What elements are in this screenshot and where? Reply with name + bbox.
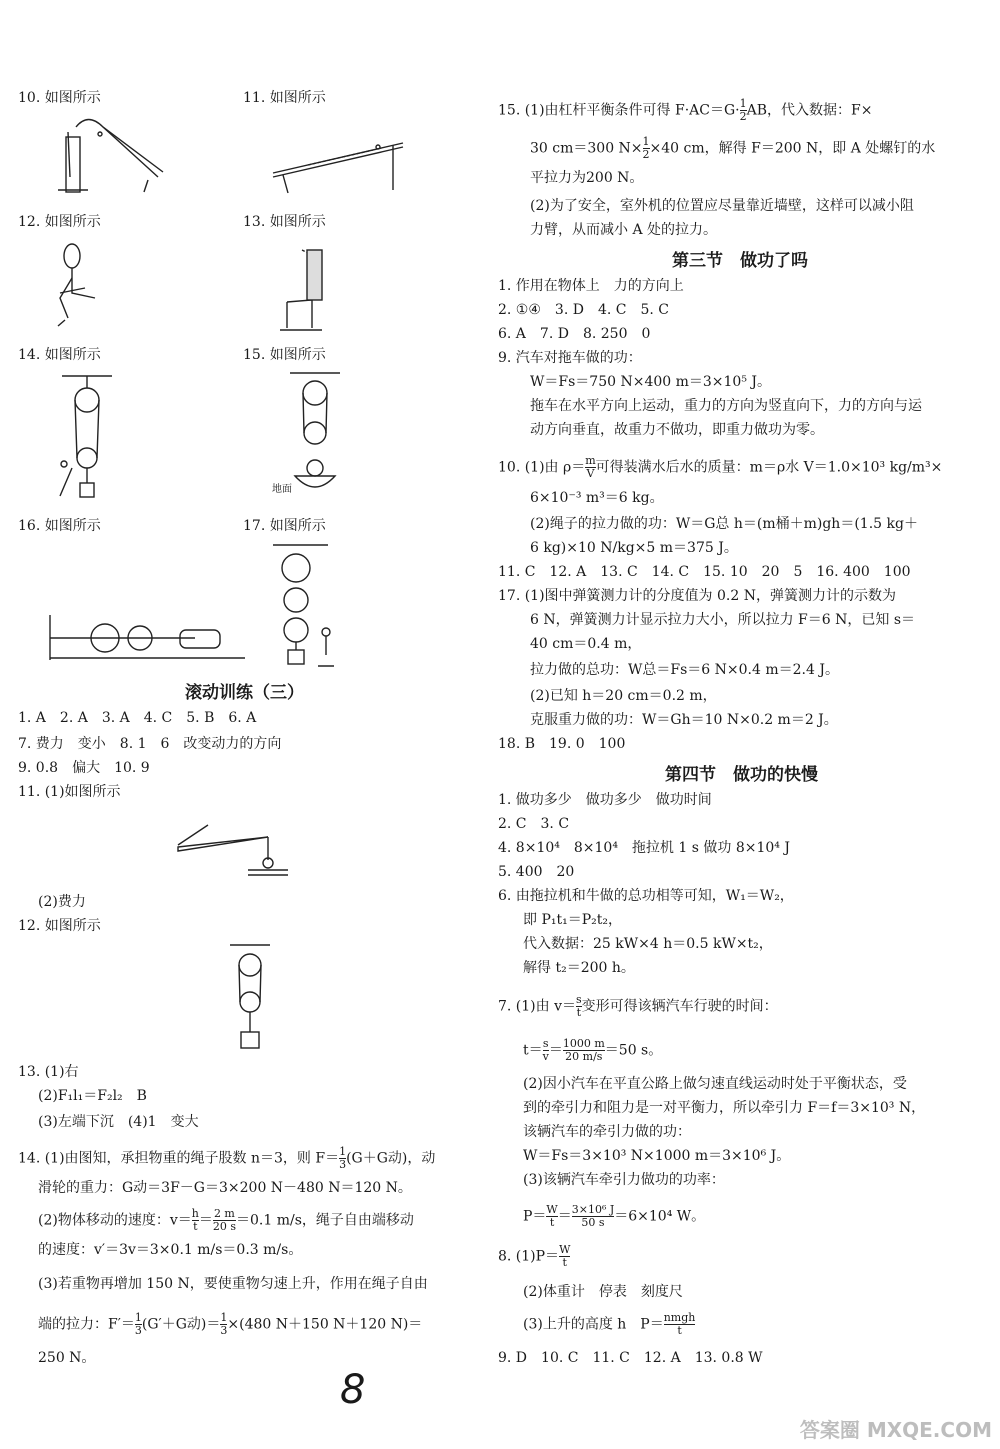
- review-line-14b: 滑轮的重力：G动＝3F－G＝3×200 N－480 N＝120 N。: [38, 1180, 412, 1196]
- q15-line-5: 力臂，从而减小 A 处的拉力。: [530, 222, 718, 238]
- figure-review-12: [225, 940, 275, 1055]
- s3-line-15: 40 cm＝0.4 m，: [530, 636, 642, 652]
- s4-line-7: 代入数据：25 kW×4 h＝0.5 kW×t₂，: [523, 936, 773, 952]
- s4-line-15: (3)该辆汽车牵引力做功的功率：: [523, 1172, 725, 1188]
- s3-line-8: 10. (1)由 ρ＝ $\frac{m}{V}$ 可得装满水后水的质量：m＝ρ水 V＝1.0×10³ kg/m³×: [498, 454, 943, 480]
- s3-line-16: 拉力做的总功：W总＝Fs＝6 N×0.4 m＝2.4 J。: [530, 662, 839, 678]
- s4-line-3: 4. 8×10⁴ 8×10⁴ 拖拉机 1 s 做功 8×10⁴ J: [498, 840, 790, 856]
- s4-line-5: 6. 由拖拉机和牛做的总功相等可知，W₁＝W₂，: [498, 888, 794, 904]
- s3-line-11: 6 kg)×10 N/kg×5 m＝375 J。: [530, 540, 738, 556]
- handwritten-page-number: 8: [340, 1367, 366, 1413]
- review-line-14d: 的速度：v′＝3v＝3×0.1 m/s＝0.3 m/s。: [38, 1242, 303, 1258]
- fig-label-11: 11. 如图所示: [243, 90, 326, 106]
- review-line-4: 11. (1)如图所示: [18, 784, 121, 800]
- figure-10-lever: [48, 112, 168, 197]
- s4-line-9: 7. (1)由 v＝ $\frac{s}{t}$ 变形可得该辆汽车行驶的时间：: [498, 993, 778, 1019]
- s3-line-18: 克服重力做的功：W＝Gh＝10 N×0.2 m＝2 J。: [530, 712, 838, 728]
- review-line-3: 9. 0.8 偏大 10. 9: [18, 760, 150, 776]
- review-line-14g: 250 N。: [38, 1350, 96, 1366]
- s4-line-6: 即 P₁t₁＝P₂t₂，: [523, 912, 622, 928]
- s3-line-7: 动方向垂直，故重力不做功，即重力做功为零。: [530, 422, 824, 438]
- figure-11-lever: [268, 125, 408, 195]
- ground-label: 地面: [272, 484, 292, 495]
- figure-13-chair: [272, 240, 342, 335]
- s4-line-18: (2)体重计 停表 刻度尺: [523, 1284, 683, 1300]
- review-line-8: (2)F₁l₁＝F₂l₂ B: [38, 1088, 147, 1104]
- review-line-2: 7. 费力 变小 8. 1 6 改变动力的方向: [18, 736, 282, 752]
- review-title: 滚动训练（三）: [185, 683, 304, 703]
- fig-label-12: 12. 如图所示: [18, 214, 101, 230]
- review-line-14a: 14. (1)由图知，承担物重的绳子股数 n＝3，则 F＝ $\frac{1}{3}$ (G＋G动)，动: [18, 1145, 436, 1171]
- s3-line-5: W＝Fs＝750 N×400 m＝3×10⁵ J。: [530, 374, 772, 390]
- s4-line-19: (3)上升的高度 h P＝ $\frac{\text{nmgh}}{t}$: [523, 1311, 696, 1337]
- review-line-14e: (3)若重物再增加 150 N，要使重物匀速上升，作用在绳子自由: [38, 1276, 428, 1292]
- q15-line-3: 平拉力为200 N。: [530, 170, 644, 186]
- s3-line-10: (2)绳子的拉力做的功：W＝G总 h＝(m桶＋m)gh＝(1.5 kg＋: [530, 516, 918, 532]
- s4-line-16: P＝ $\frac{W}{t}$ ＝ $\frac{\text{3×10⁶ J}}{50 s}$ ＝6×10⁴ W。: [523, 1203, 706, 1229]
- fig-label-16: 16. 如图所示: [18, 518, 101, 534]
- s4-line-17: 8. (1)P＝ $\frac{W}{t}$: [498, 1243, 571, 1269]
- watermark: 答案圈 MXQE.COM: [799, 1418, 992, 1442]
- fig-label-14: 14. 如图所示: [18, 347, 101, 363]
- figure-review-11: [168, 805, 298, 885]
- s3-line-17: (2)已知 h＝20 cm＝0.2 m，: [530, 688, 717, 704]
- s3-line-14: 6 N，弹簧测力计显示拉力大小，所以拉力 F＝6 N，已知 s＝: [530, 612, 916, 628]
- review-line-1: 1. A 2. A 3. A 4. C 5. B 6. A: [18, 710, 257, 726]
- s3-line-12: 11. C 12. A 13. C 14. C 15. 10 20 5 16. 400 100: [498, 564, 911, 580]
- s3-line-1: 1. 作用在物体上 力的方向上: [498, 278, 684, 294]
- s4-line-14: W＝Fs＝3×10³ N×1000 m＝3×10⁶ J。: [523, 1148, 791, 1164]
- fig-label-13: 13. 如图所示: [243, 214, 326, 230]
- s4-line-10: t＝ $\frac{s}{v}$ ＝ $\frac{1000 m}{20 m/s}$ ＝50 s。: [523, 1037, 663, 1063]
- q15-line-2: 30 cm＝300 N× $\frac{1}{2}$ ×40 cm，解得 F＝200 N，即 A 处螺钉的水: [530, 135, 936, 161]
- s4-line-20: 9. D 10. C 11. C 12. A 13. 0.8 W: [498, 1350, 763, 1366]
- s3-line-19: 18. B 19. 0 100: [498, 736, 626, 752]
- s3-line-3: 6. A 7. D 8. 250 0: [498, 326, 651, 342]
- q15-line-1: 15. (1)由杠杆平衡条件可得 F·AC＝G· $\frac{1}{2}$ AB，代入数据：F×: [498, 97, 873, 123]
- s4-line-8: 解得 t₂＝200 h。: [523, 960, 635, 976]
- figure-17-pulley: [268, 540, 348, 670]
- s4-line-4: 5. 400 20: [498, 864, 575, 880]
- fig-label-10: 10. 如图所示: [18, 90, 101, 106]
- s3-line-2: 2. ①④ 3. D 4. C 5. C: [498, 302, 669, 318]
- s4-line-2: 2. C 3. C: [498, 816, 570, 832]
- s3-line-9: 6×10⁻³ m³＝6 kg。: [530, 490, 664, 506]
- s4-line-11: (2)因小汽车在平直公路上做匀速直线运动时处于平衡状态，受: [523, 1076, 907, 1092]
- figure-14-pulley: [52, 368, 122, 503]
- review-line-14c: (2)物体移动的速度：v＝ $\frac{h}{t}$ ＝ $\frac{2 m}{20 s}$ ＝0.1 m/s，绳子自由端移动: [38, 1207, 414, 1233]
- s3-line-6: 拖车在水平方向上运动，重力的方向为竖直向下，力的方向与运: [530, 398, 922, 414]
- figure-12-person-lever: [50, 238, 110, 328]
- review-line-14f: 端的拉力：F′＝ $\frac{1}{3}$ (G′＋G动)＝ $\frac{1}{3}$ ×(480 N＋150 N＋120 N)＝: [38, 1311, 423, 1337]
- review-line-5: (2)费力: [38, 894, 86, 910]
- figure-15-pulley: [275, 368, 350, 498]
- figure-16-car-pulley: [45, 610, 250, 665]
- q15-line-4: (2)为了安全，室外机的位置应尽量靠近墙壁，这样可以减小阻: [530, 198, 914, 214]
- s4-line-1: 1. 做功多少 做功多少 做功时间: [498, 792, 712, 808]
- section-3-title: 第三节 做功了吗: [672, 251, 808, 271]
- s4-line-13: 该辆汽车的牵引力做的功：: [523, 1124, 691, 1140]
- fig-label-15: 15. 如图所示: [243, 347, 326, 363]
- section-4-title: 第四节 做功的快慢: [665, 765, 818, 785]
- fig-label-17: 17. 如图所示: [243, 518, 326, 534]
- review-line-7: 13. (1)右: [18, 1064, 79, 1080]
- s3-line-4: 9. 汽车对拖车做的功：: [498, 350, 642, 366]
- review-line-9: (3)左端下沉 (4)1 变大: [38, 1114, 199, 1130]
- s4-line-12: 到的牵引力和阻力是一对平衡力，所以牵引力 F＝f＝3×10³ N，: [523, 1100, 926, 1116]
- review-line-6: 12. 如图所示: [18, 918, 101, 934]
- s3-line-13: 17. (1)图中弹簧测力计的分度值为 0.2 N，弹簧测力计的示数为: [498, 588, 896, 604]
